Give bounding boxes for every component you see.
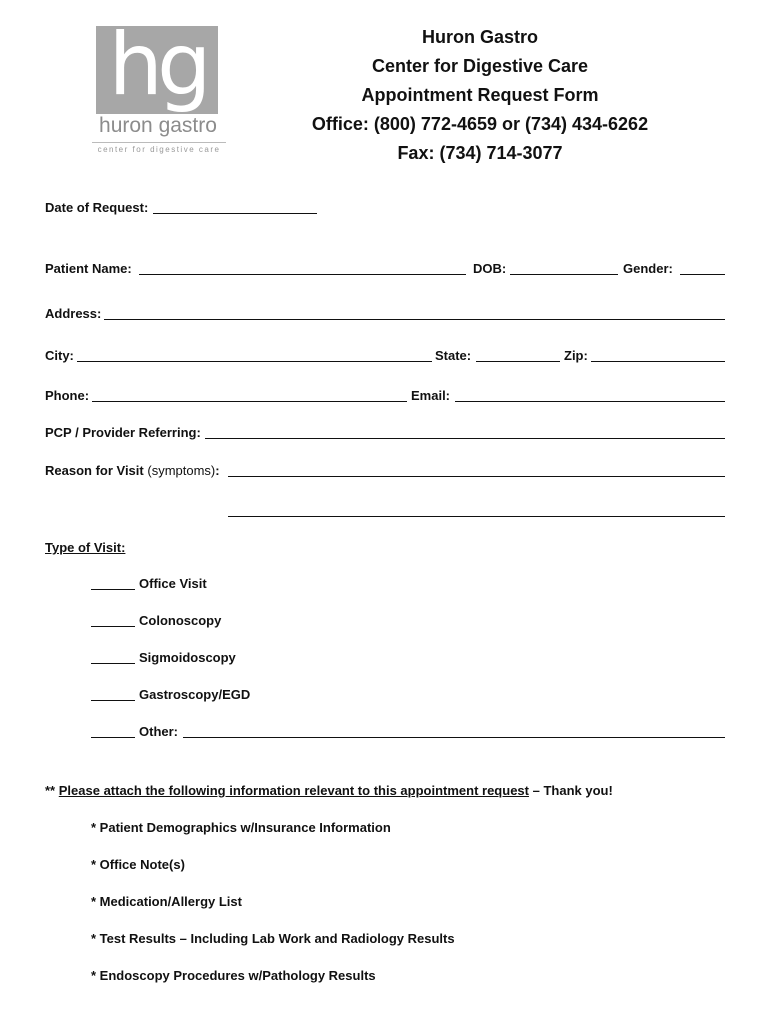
- sigmoidoscopy-checkbox[interactable]: [91, 663, 135, 664]
- attach-instruction: [45, 783, 613, 799]
- reason-label-note: (symptoms): [147, 463, 216, 478]
- clinic-name: Huron Gastro: [421, 27, 538, 47]
- other-checkbox[interactable]: [91, 737, 135, 738]
- other-label: Other:: [139, 724, 178, 739]
- logo-divider: [92, 142, 226, 143]
- gender-field[interactable]: [680, 274, 725, 275]
- colonoscopy-label: Colonoscopy: [139, 613, 222, 628]
- phone-label: Phone:: [45, 388, 90, 403]
- attach-item: * Patient Demographics w/Insurance Information: [91, 820, 391, 835]
- city-label: City:: [45, 348, 74, 363]
- state-field[interactable]: [476, 361, 560, 362]
- date-of-request-field[interactable]: [153, 213, 317, 214]
- attach-suffix: – Thank you!: [532, 783, 613, 798]
- reason-field-line-1[interactable]: [228, 476, 725, 477]
- attach-item: * Test Results – Including Lab Work and Radiology Results: [91, 931, 455, 946]
- zip-field[interactable]: [591, 361, 725, 362]
- address-label: Address:: [45, 306, 102, 321]
- type-of-visit-heading: Type of Visit:: [45, 540, 126, 555]
- address-field[interactable]: [104, 319, 725, 320]
- zip-label: Zip:: [564, 348, 588, 363]
- reason-label-colon: :: [215, 463, 220, 478]
- attach-underlined-text: Please attach the following information relevant to this appointment request: [58, 783, 529, 798]
- date-of-request-label: Date of Request:: [45, 200, 149, 215]
- city-field[interactable]: [77, 361, 432, 362]
- email-field[interactable]: [455, 401, 725, 402]
- phone-field[interactable]: [92, 401, 407, 402]
- attach-item: * Office Note(s): [91, 857, 185, 872]
- other-field[interactable]: [183, 737, 725, 738]
- state-label: State:: [435, 348, 472, 363]
- attach-prefix: **: [45, 783, 56, 798]
- office-phone: Office: (800) 772-4659 or (734) 434-6262: [311, 114, 649, 134]
- gastroscopy-checkbox[interactable]: [91, 700, 135, 701]
- logo-letters: hg: [108, 15, 206, 115]
- patient-name-field[interactable]: [139, 274, 466, 275]
- colonoscopy-checkbox[interactable]: [91, 626, 135, 627]
- clinic-subtitle: Center for Digestive Care: [371, 56, 589, 76]
- fax-number: Fax: (734) 714-3077: [397, 143, 563, 163]
- attach-item: * Medication/Allergy List: [91, 894, 242, 909]
- email-label: Email:: [411, 388, 451, 403]
- sigmoidoscopy-label: Sigmoidoscopy: [139, 650, 236, 665]
- reason-field-line-2[interactable]: [228, 516, 725, 517]
- office-visit-checkbox[interactable]: [91, 589, 135, 590]
- reason-label: [45, 463, 220, 479]
- dob-label: DOB:: [473, 261, 507, 276]
- gender-label: Gender:: [623, 261, 673, 276]
- office-visit-label: Office Visit: [139, 576, 207, 591]
- logo-tagline: center for digestive care: [97, 145, 221, 154]
- reason-label-text: Reason for Visit: [45, 463, 144, 478]
- pcp-label: PCP / Provider Referring:: [45, 425, 201, 440]
- logo-name: huron gastro: [99, 114, 217, 137]
- attach-item: * Endoscopy Procedures w/Pathology Results: [91, 968, 376, 983]
- pcp-field[interactable]: [205, 438, 725, 439]
- dob-field[interactable]: [510, 274, 618, 275]
- patient-name-label: Patient Name:: [45, 261, 132, 276]
- form-title: Appointment Request Form: [361, 85, 599, 105]
- gastroscopy-label: Gastroscopy/EGD: [139, 687, 251, 702]
